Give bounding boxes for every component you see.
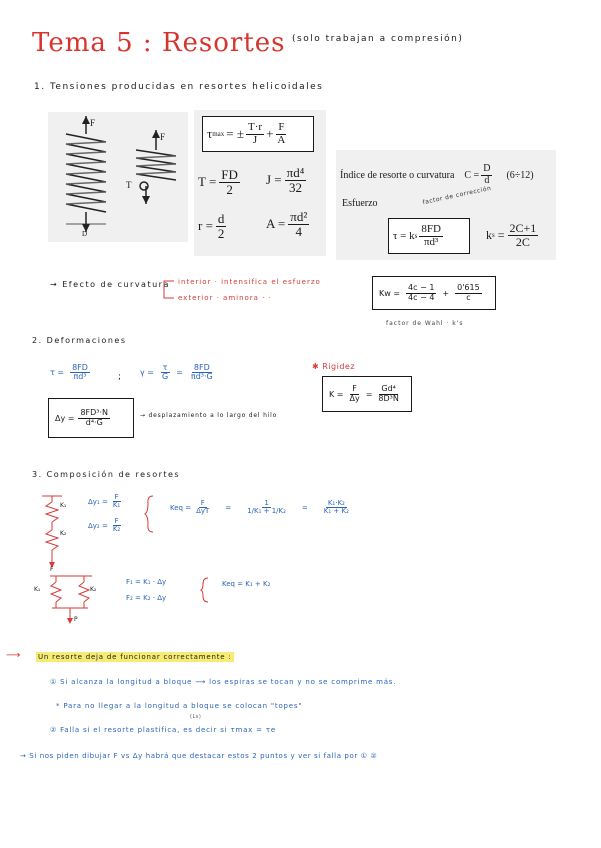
ks-sub: s xyxy=(492,231,495,240)
series-springs xyxy=(36,494,76,574)
k-den2: 8D³N xyxy=(378,393,399,403)
r-den: 2 xyxy=(217,225,225,241)
dy1-formula xyxy=(88,494,122,510)
A-lhs: A = xyxy=(266,216,286,232)
f1-formula: F₁ = K₁ · Δy xyxy=(126,578,167,586)
T-lhs: T = xyxy=(198,174,217,190)
ks-lhs: k xyxy=(486,227,492,242)
k-eq: = xyxy=(365,389,373,399)
dy2-lhs: Δy₂ = xyxy=(88,521,108,530)
ks-den: 2C xyxy=(515,234,530,249)
tau-ks-formula xyxy=(388,218,470,254)
tau-subscript: max xyxy=(212,130,225,138)
kw-plus: + xyxy=(442,288,450,298)
keq-den: ΔyT xyxy=(196,507,210,516)
stiffness-formula xyxy=(322,376,412,412)
kw-num1: 4c − 1 xyxy=(408,283,435,293)
A-num: πd² xyxy=(290,209,308,224)
section2-heading: 2. Deformaciones xyxy=(32,336,127,345)
keq-eq1: = xyxy=(225,503,232,512)
r-lhs: r = xyxy=(198,218,213,234)
r-formula xyxy=(198,212,226,240)
J-formula xyxy=(266,166,306,194)
J-lhs: J = xyxy=(266,172,282,188)
note-1: ① Si alcanza la longitud a bloque ⟶ los espiras se tocan y no se comprime más. xyxy=(50,678,397,686)
g1-num: τ xyxy=(162,363,168,372)
subtitle: (solo trabajan a compresión) xyxy=(292,34,464,44)
section1-heading: 1. Tensiones producidas en resortes helicoidales xyxy=(34,82,324,92)
indice-num: D xyxy=(483,163,491,174)
tau2-den: πd³ xyxy=(423,235,439,248)
parallel-k2: K₂ xyxy=(90,586,97,593)
keq-num: F xyxy=(200,499,205,507)
tau-eq: = ± xyxy=(226,126,245,141)
note-1b: * Para no llegar a la longitud a bloque se colocan "topes" xyxy=(56,702,303,710)
series-k2: K₂ xyxy=(60,530,67,537)
dy1-lhs: Δy₁ = xyxy=(88,497,108,506)
series-brace xyxy=(144,494,156,534)
deflection-formula xyxy=(48,398,134,438)
fig-force-label: F xyxy=(90,118,96,128)
g2-den: πd³·G xyxy=(190,372,213,382)
g1-den: G xyxy=(161,372,169,382)
dy1-num: F xyxy=(114,493,119,501)
efecto-label: → Efecto de curvatura xyxy=(50,280,170,289)
wahl-formula xyxy=(372,276,496,310)
wahl-note: factor de Wahl · k's xyxy=(386,320,464,327)
tau2-num: 8FD xyxy=(421,222,441,235)
indice-den: d xyxy=(484,174,490,186)
spring-diagram xyxy=(48,112,188,242)
interior-note: interior · intensifica el esfuerzo xyxy=(178,278,321,286)
keq3-num: K₁·K₂ xyxy=(327,499,345,507)
exterior-note: exterior · aminora · · xyxy=(178,294,272,302)
note-highlight: Un resorte deja de funcionar correctamente : xyxy=(38,653,232,661)
k-den1: Δy xyxy=(349,393,360,403)
tau-t-num: T·r xyxy=(248,120,263,133)
k-num1: F xyxy=(352,384,357,394)
gamma-lhs: γ = xyxy=(140,368,154,378)
g2-num: 8FD xyxy=(193,363,210,372)
spring-figure xyxy=(48,112,188,242)
A-formula xyxy=(266,210,309,238)
kw-num2: 0'615 xyxy=(457,283,480,293)
dy-den: d⁴·G xyxy=(85,417,103,427)
section3-heading: 3. Composición de resortes xyxy=(32,470,181,479)
T-formula xyxy=(198,168,240,196)
series-k1: K₁ xyxy=(60,502,67,509)
indice-lhs: C = xyxy=(464,169,480,181)
note-arrow: ⟶ xyxy=(6,650,21,661)
indice-range: (6÷12) xyxy=(506,169,534,181)
fig-torque-label: T xyxy=(126,180,132,190)
tau-t-den: J xyxy=(252,133,258,146)
keq-parallel-formula: Keq = K₁ + K₂ xyxy=(222,580,271,588)
tau-f-num: F xyxy=(278,120,285,133)
f2-formula: F₂ = K₂ · Δy xyxy=(126,594,167,602)
curvature-bracket xyxy=(160,278,180,302)
keq-series-formula xyxy=(170,500,351,516)
dy-lhs: Δy = xyxy=(55,413,75,423)
keq2-den: 1/K₁ + 1/K₂ xyxy=(247,507,286,516)
dy-num: 8FD³·N xyxy=(80,408,109,418)
J-den: 32 xyxy=(288,179,302,195)
keq3-den: K₁ + K₂ xyxy=(323,507,349,516)
s2-tau-num: 8FD xyxy=(72,363,88,372)
gamma-formula xyxy=(140,364,215,382)
tau-plus: + xyxy=(266,126,274,141)
kw-den2: c xyxy=(466,292,471,302)
g-eq: = xyxy=(176,368,183,378)
curvature-panel xyxy=(336,150,556,260)
s2-tau-den: πd³ xyxy=(73,372,87,382)
rigidez-label: ✱ Rigidez xyxy=(312,362,356,371)
tau-def-formula xyxy=(50,364,90,382)
keq-eq2: = xyxy=(301,503,308,512)
parallel-brace xyxy=(200,576,210,604)
dy2-den: K₂ xyxy=(112,525,121,534)
parallel-p: P xyxy=(74,616,78,623)
esfuerzo-label: Esfuerzo xyxy=(342,198,378,209)
ks-num: 2C+1 xyxy=(509,221,537,235)
factor-note: factor de corrección xyxy=(422,184,492,207)
tau2-sub: s xyxy=(414,232,418,240)
note-3: → Si nos piden dibujar F vs Δy habrá que destacar estos 2 puntos y ver si falla por ① ② xyxy=(20,752,378,760)
deflection-note: → desplazamiento a lo largo del hilo xyxy=(140,412,278,419)
dy1-den: K₁ xyxy=(112,501,121,510)
J-num: πd⁴ xyxy=(286,165,305,180)
keq-lhs: Keq = xyxy=(170,503,192,512)
kw-den1: 4c − 4 xyxy=(408,292,435,302)
tau2-lhs: τ = k xyxy=(393,230,415,242)
dy2-formula xyxy=(88,518,122,534)
r-num: d xyxy=(217,211,225,226)
T-den: 2 xyxy=(226,181,233,197)
k-num2: Gd⁴ xyxy=(381,384,396,394)
dy2-num: F xyxy=(114,517,119,525)
T-num: FD xyxy=(221,167,238,182)
k-lhs: K = xyxy=(329,389,344,399)
indice-row xyxy=(340,164,534,186)
tau-f-den: A xyxy=(277,133,286,146)
semicolon: ; xyxy=(118,372,122,382)
parallel-springs xyxy=(38,572,108,624)
kw-lhs: Kw = xyxy=(379,288,401,298)
parallel-k1: K₁ xyxy=(34,586,41,593)
indice-label: Índice de resorte o curvatura xyxy=(340,169,455,181)
series-force: F xyxy=(50,566,54,573)
fig-diameter-label: D xyxy=(82,230,88,238)
fig-force-label-2: F xyxy=(160,132,166,142)
tau-max-formula xyxy=(202,116,314,152)
note-2: ② Falla si el resorte plastifica, es decir si τmax = τe xyxy=(50,726,276,734)
stress-formulas xyxy=(194,110,326,256)
ks-formula xyxy=(486,222,538,248)
note-1b-sub: (Ls) xyxy=(190,714,202,720)
page-title: Tema 5 : Resortes xyxy=(32,28,286,58)
keq2-num: 1 xyxy=(264,499,269,507)
s2-tau-lhs: τ = xyxy=(50,368,65,378)
ks-eq: = xyxy=(497,227,505,242)
tau-symbol: τ xyxy=(207,126,213,141)
A-den: 4 xyxy=(295,223,302,239)
